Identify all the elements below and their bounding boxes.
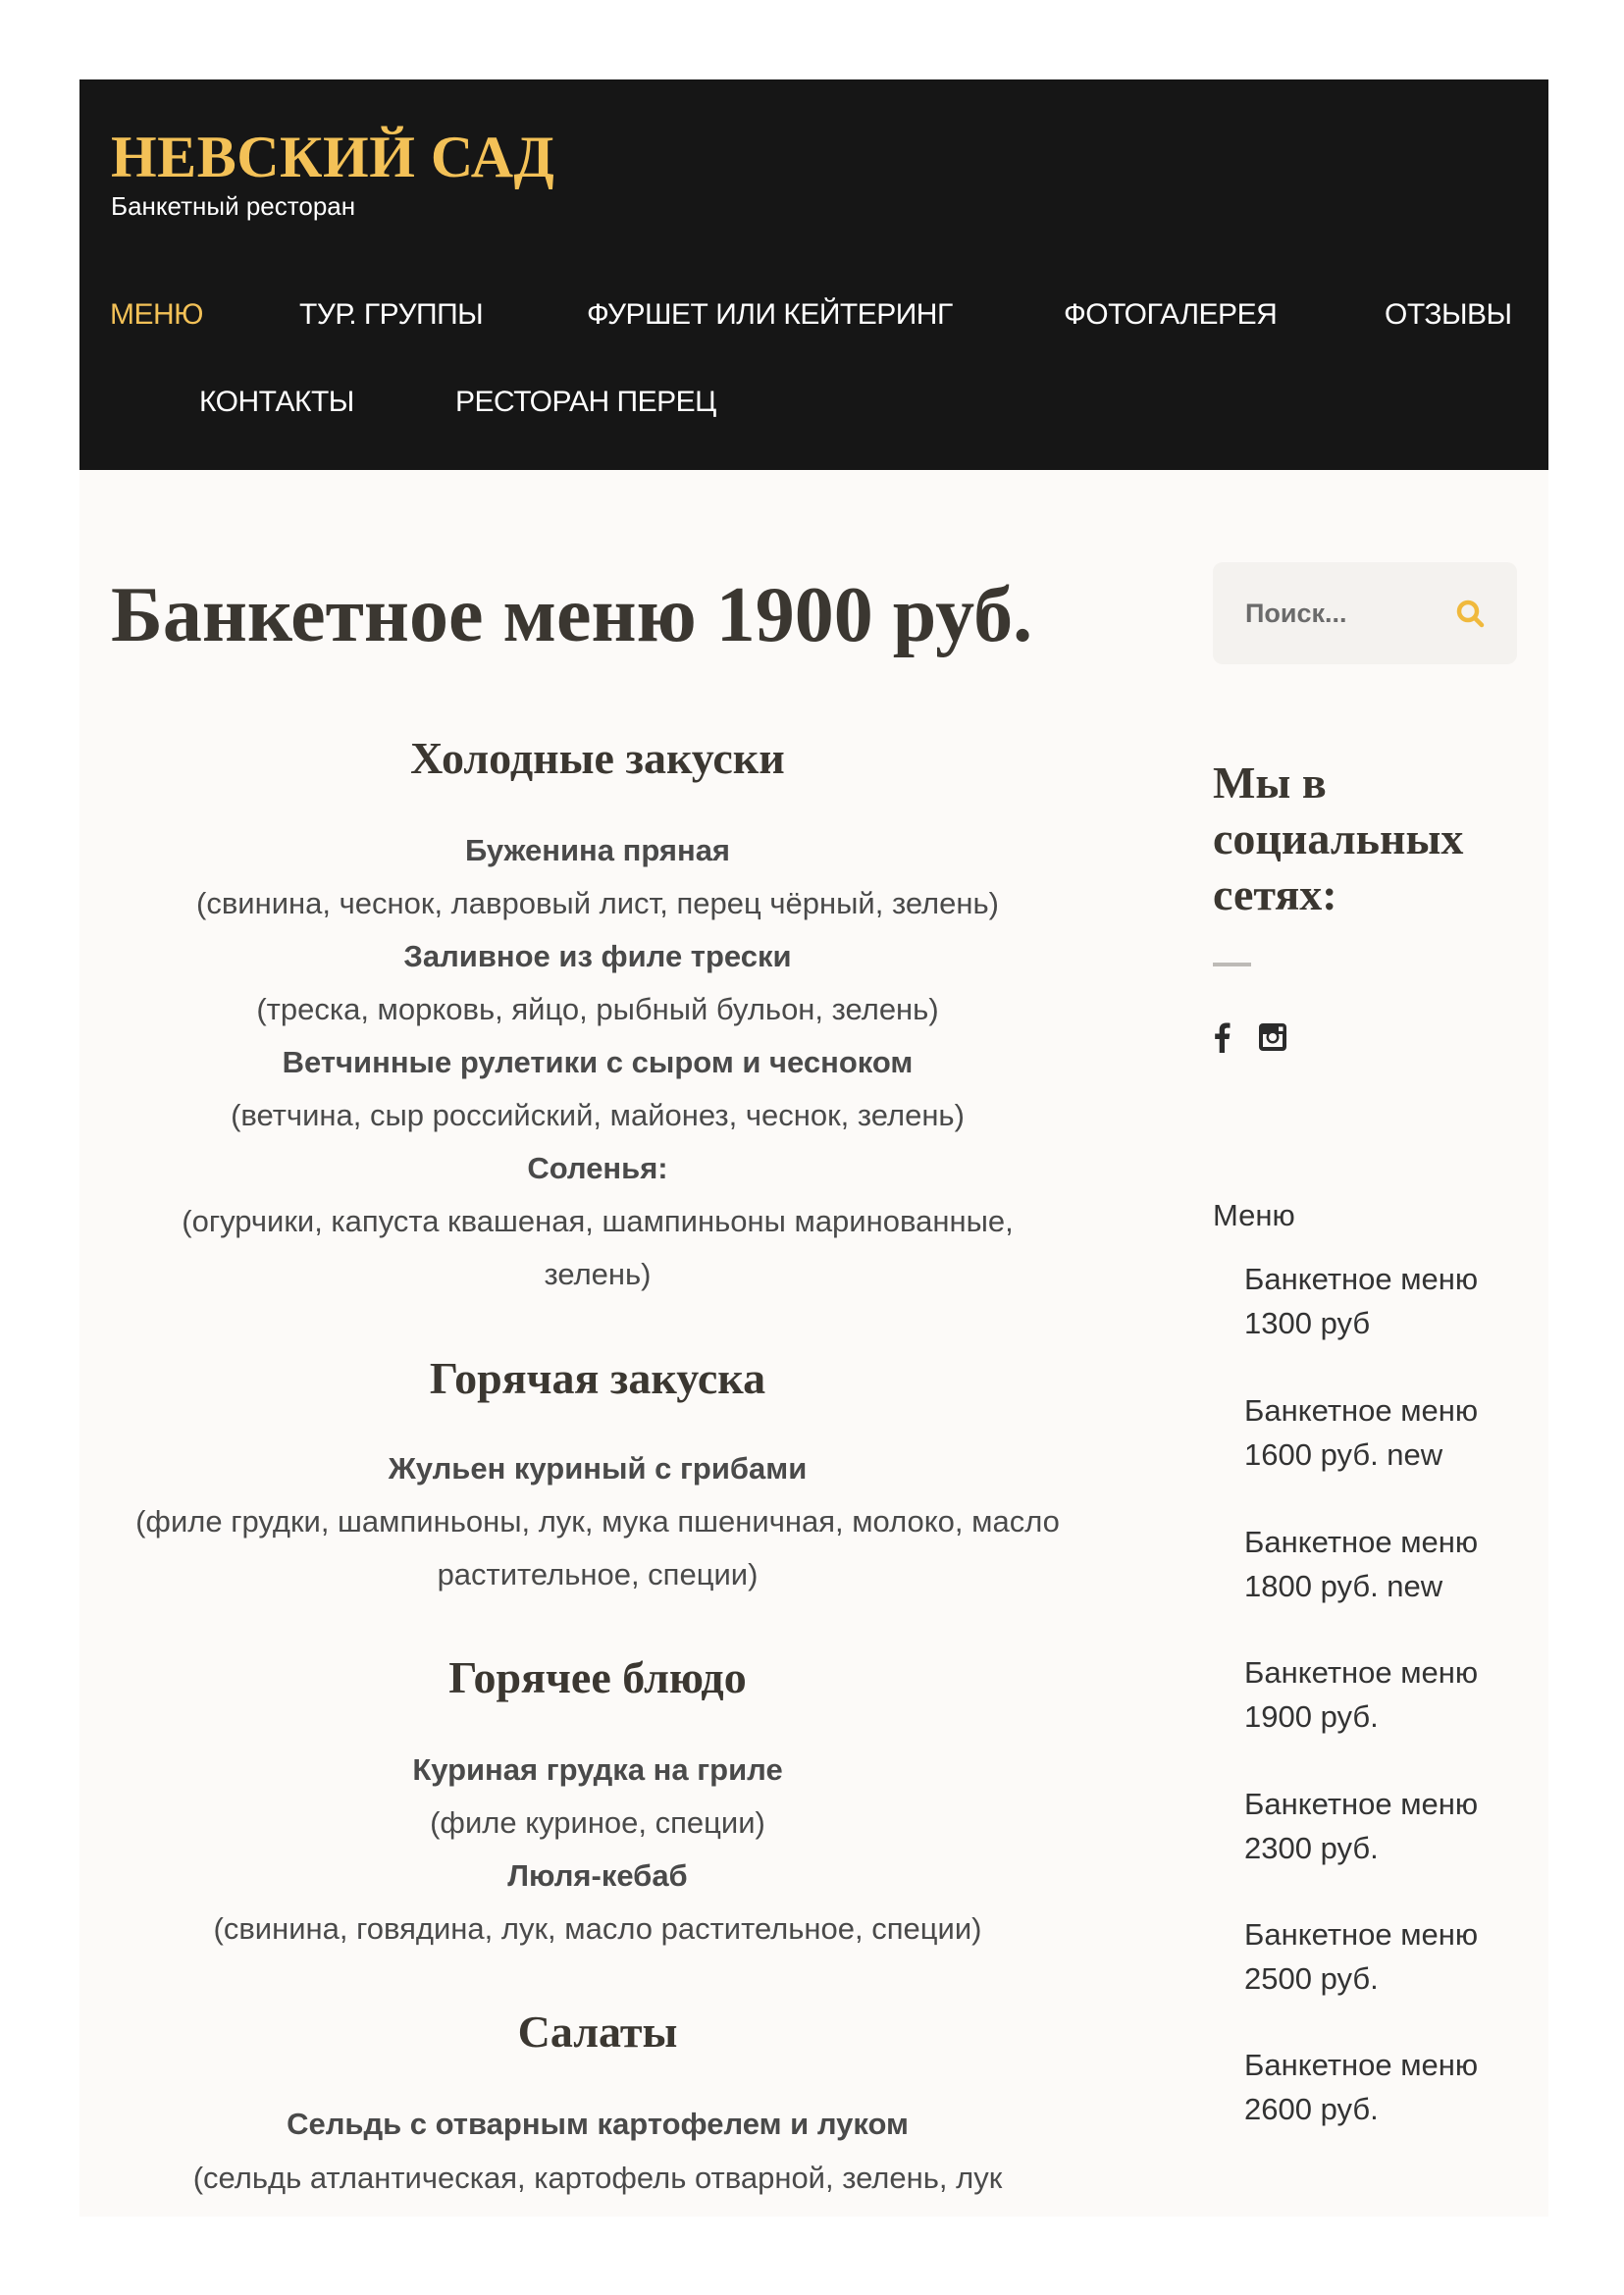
- sidebar-menu-item-1800[interactable]: [1244, 1520, 1519, 1608]
- sidebar-menu-item-1900[interactable]: [1244, 1650, 1519, 1739]
- menu-link-label: Банкетное меню: [1244, 1525, 1479, 1559]
- section-heading-cold-appetizers: Холодные закуски: [410, 733, 785, 783]
- menu-link-label: Банкетное меню: [1244, 1655, 1479, 1690]
- dish-name: Соленья:: [527, 1151, 668, 1185]
- nav-item-menu[interactable]: МЕНЮ: [110, 298, 203, 331]
- dish-name: Сельдь с отварным картофелем и луком: [287, 2107, 909, 2141]
- nav-item-catering[interactable]: ФУРШЕТ ИЛИ КЕЙТЕРИНГ: [587, 298, 953, 331]
- search-input[interactable]: [1245, 592, 1461, 635]
- menu-link-price: 2500 руб.: [1244, 1961, 1379, 1996]
- sidebar-menu-item-2500[interactable]: [1244, 1912, 1519, 2001]
- section-heading-main-course: Горячее блюдо: [448, 1652, 747, 1702]
- sidebar-menu-item-2300[interactable]: [1244, 1782, 1519, 1870]
- social-heading: Мы в социальных сетях:: [1213, 757, 1464, 919]
- nav-item-reviews[interactable]: ОТЗЫВЫ: [1385, 298, 1512, 331]
- dish-name: Люля-кебаб: [507, 1858, 688, 1893]
- menu-link-price: 1600 руб. new: [1244, 1437, 1443, 1472]
- dish-name: Куриная грудка на гриле: [412, 1752, 783, 1787]
- site-logo[interactable]: НЕВСКИЙ САД: [111, 125, 555, 189]
- menu-link-label: Банкетное меню: [1244, 1262, 1479, 1296]
- dish-name: Жульен куриный с грибами: [388, 1451, 808, 1486]
- dish-ingredients: (сельдь атлантическая, картофель отварной, зелень, лук: [192, 2161, 1003, 2195]
- menu-link-price: 1800 руб. new: [1244, 1569, 1443, 1603]
- menu-link-price: 1300 руб: [1244, 1306, 1371, 1340]
- sidebar-menu-item-2600[interactable]: [1244, 2043, 1519, 2131]
- section-heading-hot-appetizer: Горячая закуска: [429, 1353, 766, 1403]
- nav-item-contacts[interactable]: КОНТАКТЫ: [199, 386, 354, 418]
- dish-ingredients: (треска, морковь, яйцо, рыбный бульон, зелень): [256, 992, 939, 1026]
- menu-article: [111, 470, 1084, 2217]
- dish-ingredients: (филе грудки, шампиньоны, лук, мука пшеничная, молоко, масло: [135, 1504, 1060, 1539]
- search-form: [1213, 562, 1517, 664]
- dish-name: Буженина пряная: [464, 833, 731, 867]
- dish-ingredients: (филе куриное, специи): [430, 1805, 765, 1840]
- menu-link-price: 2600 руб.: [1244, 2092, 1379, 2126]
- instagram-icon: [1259, 1023, 1286, 1051]
- page-title: Банкетное меню 1900 руб.: [111, 572, 1033, 658]
- dish-ingredients: (ветчина, сыр российский, майонез, чеснок, зелень): [231, 1098, 965, 1132]
- menu-link-label: Банкетное меню: [1244, 1917, 1479, 1952]
- menu-widget-title: Меню: [1213, 1198, 1295, 1232]
- dish-ingredients: растительное, специи): [437, 1557, 759, 1591]
- dish-ingredients: (огурчики, капуста квашеная, шампиньоны маринованные,: [182, 1204, 1014, 1238]
- nav-item-photo-gallery[interactable]: ФОТОГАЛЕРЕЯ: [1064, 298, 1278, 331]
- site-header: [79, 79, 1548, 470]
- dish-ingredients: зелень): [544, 1257, 652, 1291]
- dish-name: Ветчинные рулетики с сыром и чесноком: [282, 1045, 914, 1079]
- nav-item-restaurant-perets[interactable]: РЕСТОРАН ПЕРЕЦ: [455, 386, 716, 418]
- section-heading-salads: Салаты: [517, 2007, 678, 2057]
- sidebar-menu-item-1300[interactable]: [1244, 1257, 1519, 1345]
- instagram-link[interactable]: [1259, 1023, 1286, 1056]
- menu-link-label: Банкетное меню: [1244, 1787, 1479, 1821]
- nav-item-tour-groups[interactable]: ТУР. ГРУППЫ: [299, 298, 484, 331]
- dish-name: Заливное из филе трески: [403, 939, 792, 973]
- facebook-icon: [1213, 1022, 1231, 1053]
- search-icon: [1454, 598, 1488, 631]
- menu-link-label: Банкетное меню: [1244, 2048, 1479, 2082]
- menu-link-label: Банкетное меню: [1244, 1393, 1479, 1428]
- sidebar-menu-item-1600[interactable]: [1244, 1388, 1519, 1477]
- dish-ingredients: (свинина, говядина, лук, масло растительное, специи): [213, 1911, 982, 1946]
- search-button[interactable]: [1454, 598, 1488, 631]
- site-tagline: Банкетный ресторан: [111, 191, 356, 221]
- menu-link-price: 1900 руб.: [1244, 1699, 1379, 1734]
- content-area: [79, 470, 1548, 2217]
- heading-divider: [1213, 963, 1251, 966]
- menu-link-price: 2300 руб.: [1244, 1831, 1379, 1865]
- dish-ingredients: (свинина, чеснок, лавровый лист, перец чёрный, зелень): [196, 886, 999, 920]
- facebook-link[interactable]: [1213, 1022, 1231, 1058]
